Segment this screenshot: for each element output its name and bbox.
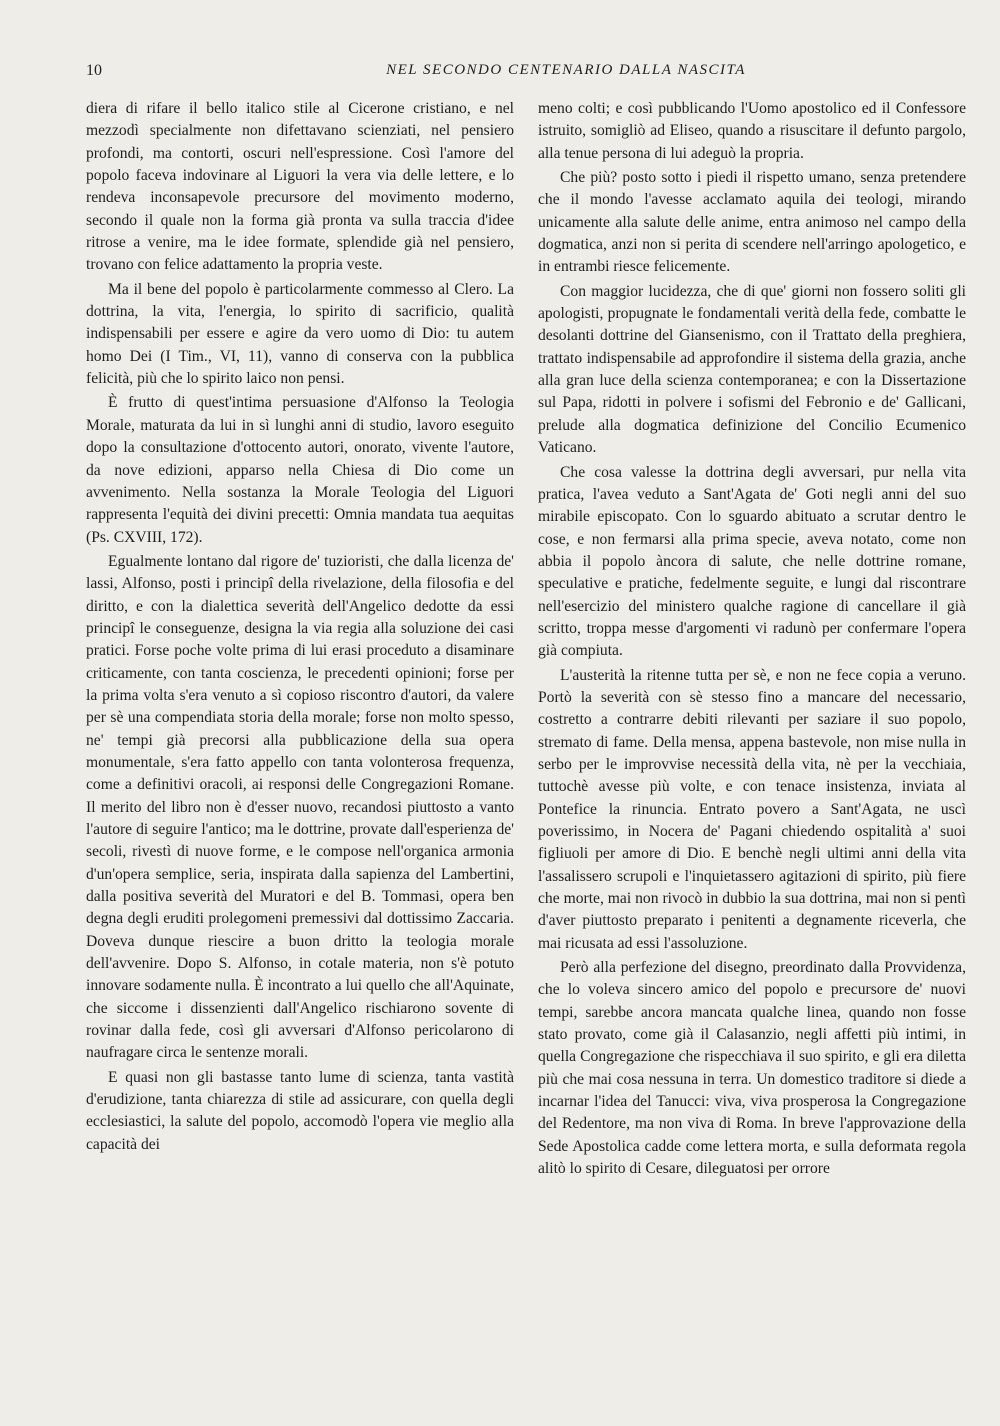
page-number: 10: [86, 62, 102, 79]
paragraph: Con maggior lucidezza, che di que' giorni non fossero soliti gli apologisti, propugnate le fondamentali verità della fede, combatte le desolanti dottrine del Giansenismo, con il Trattato della preghiera, trattato indispensabile ad approfondire il sistema della grazia, anche alla gran luce della scienza contemporanea; e con la Dissertazione sul Papa, ridotti in polvere i sofismi del Febronio e de' Gallicani, prelude alla dogmatica definizione del Concilio Ecumenico Vaticano.: [538, 282, 966, 457]
paragraph: Che più? posto sotto i piedi il rispetto umano, senza pretendere che il mondo l'avesse acclamato aquila dei teologi, mirando unicamente alla salute delle anime, entra animoso nel campo della dogmatica, anzi non si perita di scendere nell'arringo apologetico, e in entrambi riesce felicemente.: [538, 169, 966, 276]
paragraph: È frutto di quest'intima persuasione d'Alfonso la Teologia Morale, maturata da lui in sì lunghi anni di studio, lavoro eseguito dopo la consultazione d'ottocento autori, onorato, vivente l'autore, da nove edizioni, apparso nella Chiesa di Dio come un avvenimento. Nella sostanza la Morale Teologia del Liguori rappresenta l'equità dei divini precetti: Omnia mandata tua aequitas (Ps. CXVIII, 172).: [86, 394, 514, 546]
page-header: [86, 62, 966, 88]
left-column: [86, 98, 514, 1156]
running-title: NEL SECONDO CENTENARIO DALLA NASCITA: [386, 62, 746, 78]
paragraph: L'austerità la ritenne tutta per sè, e non ne fece copia a veruno. Portò la severità con sè stesso fino a mancare del necessario, costretto a contrarre debiti rilevanti per saziare il suo popolo, stremato di fame. Della mensa, appena bastevole, non mise nulla in serbo per le improvvise necessità della vita, nè per la vecchiaia, tuttochè avesse più volte, e con tenace insistenza, inviata al Pontefice la rinuncia. Entrato povero a Sant'Agata, ne uscì poverissimo, in Nocera de' Pagani chiedendo ospitalità a' suoi figliuoli per amore di Dio. E benchè negli ultimi anni della vita l'assalissero scrupoli e l'inquietassero agitazioni di spirito, più fiere che morte, mai non rivocò in dubbio la sua dottrina, mai non si pentì d'aver piuttosto preparato i penitenti a degnamente riceverla, che mai ricusata ad essi l'assoluzione.: [538, 666, 966, 952]
paragraph: Però alla perfezione del disegno, preordinato dalla Provvidenza, che lo voleva sincero amico del popolo e precursore de' nuovi tempi, sarebbe ancora mancata qualche linea, quando non fosse stato provato, come già il Calasanzio, negli affetti più intimi, in quella Congregazione che rispecchiava il suo spirito, e gli era diletta più che mai cosa nessuna in terra. Un domestico traditore si diede a incarnar l'idea del Tanucci: viva, viva prosperosa la Congregazione del Redentore, ma non viva di Roma. In breve l'approvazione della Sede Apostolica cadde come lettera morta, e sulla deformata regola alitò lo spirito di Cesare, dileguatosi per orrore: [538, 959, 966, 1178]
paragraph: E quasi non gli bastasse tanto lume di scienza, tanta vastità d'erudizione, tanta chiarezza di stile ad assicurare, con quella degli ecclesiastici, la salute del popolo, accomodò l'opera vie meglio alla capacità dei: [86, 1068, 514, 1153]
paragraph: diera di rifare il bello italico stile al Cicerone cristiano, e nel mezzodì specialmente non difettavano scienziati, nel pensiero profondi, ma contorti, oscuri nell'espressione. Così l'amore del popolo faceva indovinare al Liguori la vera via delle lettere, e lo rendeva inconsapevole precursore del movimento moderno, secondo il quale non la forma già pronta va sulla traccia d'idee ritrose a venire, ma le idee formate, splendide già nel pensiero, trovano con felice adattamento la propria veste.: [86, 100, 514, 274]
paragraph: Ma il bene del popolo è particolarmente commesso al Clero. La dottrina, la vita, l'energia, lo spirito di sacrificio, qualità indispensabili per essere e agire da vero uomo di Dio: tu autem homo Dei (I Tim., VI, 11), vanno di conserva con la pubblica felicità, più che lo spirito laico non pensi.: [86, 280, 514, 388]
paragraph: meno colti; e così pubblicando l'Uomo apostolico ed il Confessore istruito, somigliò ad Eliseo, quando a risuscitare il defunto pargolo, alla tenue persona di lui adeguò la propria.: [538, 100, 966, 162]
paragraph: Che cosa valesse la dottrina degli avversari, pur nella vita pratica, l'avea veduto a Sant'Agata de' Goti negli anni del suo mirabile episcopato. Con lo sguardo abituato a scrutar dentro le cose, e non fermarsi alla prima specie, aveva notato, come non abbia il popolo àncora di salute, che nelle dottrine romane, speculative e pratiche, fedelmente seguite, e lungi dal riscontrare nell'esercizio del ministero qualche ragione di cancellare il già scritto, troppa messe d'argomenti vi radunò per confermare l'opera già compiuta.: [538, 463, 966, 660]
right-column: [538, 98, 966, 1181]
paragraph: Egualmente lontano dal rigore de' tuzioristi, che dalla licenza de' lassi, Alfonso, posti i principî della rivelazione, della filosofia e del diritto, e con la dialettica severità dell'Angelico dedotte da essi principî le conseguenze, designa la via regia alla soluzione dei casi pratici. Forse poche volte prima di lui erasi proceduto a disaminare criticamente, con tanta coscienza, le precedenti opinioni; forse per la prima volta s'era venuto a sì copioso riscontro d'autori, da valere per sè una compendiata storia della morale; forse non molto spesso, ne' tempi già precorsi alla pubblicazione della sua opera monumentale, s'era fatto appello con tanta volonterosa frequenza, come a definitivi oracoli, ai responsi delle Congregazioni Romane. Il merito del libro non è d'esser nuovo, recandosi piuttosto a vanto l'autore di seguire l'antico; ma le dottrine, provate dall'esperienza de' secoli, rivestì di nuove forme, e le compose nell'organica armonia d'un'opera semplice, seria, inspirata dalla sapienza del Lambertini, dalla positiva severità del Muratori e del B. Tommasi, opera ben degna degli eruditi prolegomeni premessivi dal dottissimo Zaccaria. Doveva dunque riescire a buon dritto la teologia morale dell'avvenire. Dopo S. Alfonso, in cotale materia, non s'è potuto innovare sodamente nulla. È incontrato a lui quello che all'Aquinate, che siccome i dissenzienti dall'Angelico rischiarono sovente di rovinar dalla fede, così gli avversari d'Alfonso pericolarono di naufragare circa le sentenze morali.: [86, 552, 514, 1062]
